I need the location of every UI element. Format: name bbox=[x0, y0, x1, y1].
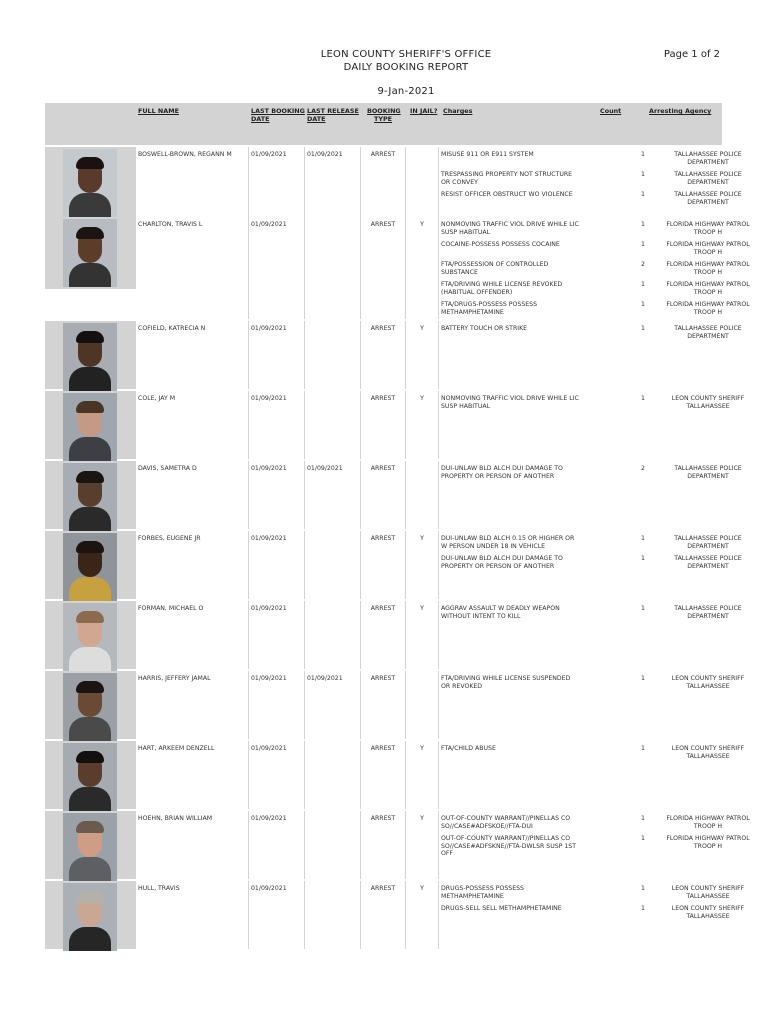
table-row bbox=[45, 147, 742, 217]
table-row bbox=[45, 461, 742, 529]
arresting-agency: FLORIDA HIGHWAY PATROL TROOP H bbox=[666, 221, 750, 236]
charge-description: NONMOVING TRAFFIC VIOL DRIVE WHILE LIC SUSP HABITUAL bbox=[441, 395, 579, 410]
charge-count: 1 bbox=[641, 675, 645, 682]
photo-hair bbox=[76, 681, 104, 693]
report-date: 9-Jan-2021 bbox=[377, 86, 435, 97]
charge-description: FTA/POSSESSION OF CONTROLLED SUBSTANCE bbox=[441, 261, 549, 276]
release-cell bbox=[305, 531, 360, 599]
type-cell: ARREST bbox=[361, 741, 405, 809]
name-cell: HART, ARKEEM DENZELL bbox=[136, 741, 248, 809]
charge-description: TRESPASSING PROPERTY NOT STRUCTURE OR CONVEY bbox=[441, 171, 573, 186]
col-in-jail: IN JAIL? bbox=[410, 107, 438, 115]
table-row bbox=[45, 321, 742, 389]
charge-description: OUT-OF-COUNTY WARRANT//PINELLAS CO SO//CASE#ADFSKNE//FTA-DWLSR SUSP 1ST OFF bbox=[441, 835, 577, 858]
release-cell bbox=[305, 811, 360, 879]
charges-cell bbox=[439, 601, 742, 669]
arresting-agency: TALLAHASSEE POLICE DEPARTMENT bbox=[674, 465, 742, 480]
jail-cell bbox=[406, 147, 438, 217]
release-cell bbox=[305, 741, 360, 809]
jail-cell bbox=[406, 671, 438, 739]
photo-cell bbox=[45, 391, 136, 459]
table-row bbox=[45, 671, 745, 739]
charges-cell bbox=[439, 321, 742, 389]
photo-shoulders bbox=[69, 193, 111, 217]
charge-count: 1 bbox=[641, 171, 645, 178]
arresting-agency: TALLAHASSEE POLICE DEPARTMENT bbox=[674, 325, 742, 340]
jail-cell: Y bbox=[406, 391, 438, 459]
mugshot-photo bbox=[63, 883, 117, 951]
charges-cell bbox=[439, 147, 742, 217]
photo-cell bbox=[45, 811, 136, 879]
booking-cell: 01/09/2021 bbox=[249, 321, 304, 389]
mugshot-photo bbox=[63, 149, 117, 217]
charge-description: FTA/CHILD ABUSE bbox=[441, 745, 496, 752]
table-row bbox=[45, 811, 750, 879]
photo-shoulders bbox=[69, 857, 111, 881]
name-cell: FORBES, EUGENE JR bbox=[136, 531, 248, 599]
col-count: Count bbox=[600, 107, 622, 115]
booking-cell: 01/09/2021 bbox=[249, 811, 304, 879]
mugshot-photo bbox=[63, 673, 117, 741]
booking-cell: 01/09/2021 bbox=[249, 881, 304, 949]
photo-shoulders bbox=[69, 787, 111, 811]
name-cell: HOEHN, BRIAN WILLIAM bbox=[136, 811, 248, 879]
table-row bbox=[45, 531, 742, 599]
type-cell: ARREST bbox=[361, 531, 405, 599]
name-cell: HULL, TRAVIS bbox=[136, 881, 248, 949]
photo-hair bbox=[76, 821, 104, 833]
photo-blank-area bbox=[45, 289, 136, 319]
mugshot-photo bbox=[63, 813, 117, 881]
table-header bbox=[45, 103, 722, 145]
arresting-agency: FLORIDA HIGHWAY PATROL TROOP H bbox=[666, 241, 750, 256]
col-booking-type bbox=[367, 107, 399, 123]
mugshot-photo bbox=[63, 219, 117, 287]
charge-count: 1 bbox=[641, 815, 645, 822]
charge-description: OUT-OF-COUNTY WARRANT//PINELLAS CO SO//CASE#ADFSKOE//FTA-DUI bbox=[441, 815, 571, 830]
charge-count: 1 bbox=[641, 395, 645, 402]
photo-hair bbox=[76, 331, 104, 343]
name-cell: COLE, JAY M bbox=[136, 391, 248, 459]
jail-cell: Y bbox=[406, 811, 438, 879]
photo-cell bbox=[45, 671, 136, 739]
booking-cell: 01/09/2021 bbox=[249, 531, 304, 599]
arresting-agency: FLORIDA HIGHWAY PATROL TROOP H bbox=[666, 301, 750, 316]
release-cell bbox=[305, 881, 360, 949]
photo-shoulders bbox=[69, 647, 111, 671]
type-cell: ARREST bbox=[361, 671, 405, 739]
charge-count: 1 bbox=[641, 191, 645, 198]
photo-shoulders bbox=[69, 507, 111, 531]
booking-cell: 01/09/2021 bbox=[249, 217, 304, 319]
charges-cell bbox=[439, 531, 742, 599]
charge-count: 1 bbox=[641, 835, 645, 842]
col-charges: Charges bbox=[443, 107, 473, 115]
charge-description: DRUGS-POSSESS POSSESS METHAMPHETAMINE bbox=[441, 885, 524, 900]
charge-description: DUI-UNLAW BLD ALCH DUI DAMAGE TO PROPERTY OR PERSON OF ANOTHER bbox=[441, 555, 563, 570]
arresting-agency: TALLAHASSEE POLICE DEPARTMENT bbox=[674, 555, 742, 570]
arresting-agency: FLORIDA HIGHWAY PATROL TROOP H bbox=[666, 835, 750, 850]
charge-count: 1 bbox=[641, 221, 645, 228]
charge-count: 1 bbox=[641, 325, 645, 332]
jail-cell: Y bbox=[406, 217, 438, 319]
charge-description: FTA/DRUGS-POSSESS POSSESS METHAMPHETAMINE bbox=[441, 301, 538, 316]
charge-count: 1 bbox=[641, 535, 645, 542]
arresting-agency: LEON COUNTY SHERIFF TALLAHASSEE bbox=[671, 905, 745, 920]
name-cell: DAVIS, SAMETRA D bbox=[136, 461, 248, 529]
photo-shoulders bbox=[69, 927, 111, 951]
arresting-agency: FLORIDA HIGHWAY PATROL TROOP H bbox=[666, 815, 750, 830]
photo-hair bbox=[76, 751, 104, 763]
photo-cell bbox=[45, 461, 136, 529]
photo-cell bbox=[45, 881, 136, 949]
arresting-agency: LEON COUNTY SHERIFF TALLAHASSEE bbox=[671, 675, 745, 690]
charge-count: 1 bbox=[641, 281, 645, 288]
photo-cell bbox=[45, 741, 136, 809]
photo-shoulders bbox=[69, 577, 111, 601]
charge-count: 2 bbox=[641, 261, 645, 268]
charge-description: NONMOVING TRAFFIC VIOL DRIVE WHILE LIC SUSP HABITUAL bbox=[441, 221, 579, 236]
photo-hair bbox=[76, 471, 104, 483]
photo-cell bbox=[45, 147, 136, 217]
charges-cell bbox=[439, 391, 745, 459]
type-cell: ARREST bbox=[361, 601, 405, 669]
arresting-agency: TALLAHASSEE POLICE DEPARTMENT bbox=[674, 605, 742, 620]
type-cell: ARREST bbox=[361, 811, 405, 879]
report-title: DAILY BOOKING REPORT bbox=[343, 62, 469, 73]
arresting-agency: TALLAHASSEE POLICE DEPARTMENT bbox=[674, 171, 742, 186]
arresting-agency: TALLAHASSEE POLICE DEPARTMENT bbox=[674, 151, 742, 166]
release-cell bbox=[305, 391, 360, 459]
mugshot-photo bbox=[63, 463, 117, 531]
col-booking-type-l1: BOOKING bbox=[367, 107, 401, 115]
charge-count: 1 bbox=[641, 605, 645, 612]
photo-cell bbox=[45, 217, 136, 319]
booking-cell: 01/09/2021 bbox=[249, 671, 304, 739]
name-cell: FORMAN, MICHAEL O bbox=[136, 601, 248, 669]
photo-cell bbox=[45, 321, 136, 389]
type-cell: ARREST bbox=[361, 321, 405, 389]
name-cell: HARRIS, JEFFERY JAMAL bbox=[136, 671, 248, 739]
photo-shoulders bbox=[69, 437, 111, 461]
photo-hair bbox=[76, 227, 104, 239]
jail-cell: Y bbox=[406, 601, 438, 669]
name-cell: BOSWELL-BROWN, REGANN M bbox=[136, 147, 248, 217]
charge-description: MISUSE 911 OR E911 SYSTEM bbox=[441, 151, 534, 158]
booking-cell: 01/09/2021 bbox=[249, 461, 304, 529]
report-agency-title: LEON COUNTY SHERIFF'S OFFICE bbox=[320, 49, 492, 60]
charge-count: 2 bbox=[641, 465, 645, 472]
charges-cell bbox=[439, 881, 745, 949]
charge-count: 1 bbox=[641, 745, 645, 752]
type-cell: ARREST bbox=[361, 147, 405, 217]
photo-cell bbox=[45, 531, 136, 599]
mugshot-photo bbox=[63, 743, 117, 811]
release-cell bbox=[305, 321, 360, 389]
charge-description: AGGRAV ASSAULT W DEADLY WEAPON WITHOUT INTENT TO KILL bbox=[441, 605, 560, 620]
table-row bbox=[45, 391, 745, 459]
charge-description: DUI-UNLAW BLD ALCH DUI DAMAGE TO PROPERTY OR PERSON OF ANOTHER bbox=[441, 465, 563, 480]
release-cell bbox=[305, 601, 360, 669]
release-cell: 01/09/2021 bbox=[305, 147, 360, 217]
photo-hair bbox=[76, 401, 104, 413]
charges-cell bbox=[439, 461, 742, 529]
page-number: Page 1 of 2 bbox=[663, 49, 720, 60]
release-cell: 01/09/2021 bbox=[305, 671, 360, 739]
type-cell: ARREST bbox=[361, 881, 405, 949]
photo-hair bbox=[76, 891, 104, 903]
charge-description: FTA/DRIVING WHILE LICENSE SUSPENDED OR REVOKED bbox=[441, 675, 571, 690]
booking-cell: 01/09/2021 bbox=[249, 601, 304, 669]
charge-count: 1 bbox=[641, 151, 645, 158]
col-booking-type-l2: TYPE bbox=[373, 115, 393, 123]
col-last-booking bbox=[251, 107, 305, 123]
type-cell: ARREST bbox=[361, 391, 405, 459]
charge-count: 1 bbox=[641, 905, 645, 912]
jail-cell: Y bbox=[406, 881, 438, 949]
arresting-agency: TALLAHASSEE POLICE DEPARTMENT bbox=[674, 535, 742, 550]
photo-shoulders bbox=[69, 263, 111, 287]
charges-cell bbox=[439, 811, 750, 879]
col-last-booking-l2: DATE bbox=[251, 115, 270, 123]
charge-count: 1 bbox=[641, 885, 645, 892]
charge-description: COCAINE-POSSESS POSSESS COCAINE bbox=[441, 241, 560, 248]
arresting-agency: FLORIDA HIGHWAY PATROL TROOP H bbox=[666, 281, 750, 296]
photo-cell bbox=[45, 601, 136, 669]
col-full-name: FULL NAME bbox=[138, 107, 179, 115]
mugshot-photo bbox=[63, 533, 117, 601]
table-row bbox=[45, 217, 750, 319]
booking-cell: 01/09/2021 bbox=[249, 741, 304, 809]
charge-description: BATTERY TOUCH OR STRIKE bbox=[441, 325, 528, 332]
jail-cell: Y bbox=[406, 531, 438, 599]
charges-cell bbox=[439, 217, 750, 319]
charge-description: DRUGS-SELL SELL METHAMPHETAMINE bbox=[441, 905, 562, 912]
photo-shoulders bbox=[69, 367, 111, 391]
mugshot-photo bbox=[63, 603, 117, 671]
booking-cell: 01/09/2021 bbox=[249, 147, 304, 217]
charge-count: 1 bbox=[641, 241, 645, 248]
photo-hair bbox=[76, 157, 104, 169]
col-last-release-l2: DATE bbox=[307, 115, 326, 123]
charge-description: FTA/DRIVING WHILE LICENSE REVOKED (HABITUAL OFFENDER) bbox=[441, 281, 563, 296]
arresting-agency: FLORIDA HIGHWAY PATROL TROOP H bbox=[666, 261, 750, 276]
type-cell: ARREST bbox=[361, 217, 405, 319]
photo-shoulders bbox=[69, 717, 111, 741]
arresting-agency: LEON COUNTY SHERIFF TALLAHASSEE bbox=[671, 745, 745, 760]
charge-count: 1 bbox=[641, 555, 645, 562]
charges-cell bbox=[439, 671, 745, 739]
name-cell: CHARLTON, TRAVIS L bbox=[136, 217, 248, 319]
col-last-release-l1: LAST RELEASE bbox=[307, 107, 359, 115]
type-cell: ARREST bbox=[361, 461, 405, 529]
col-agency: Arresting Agency bbox=[649, 107, 712, 115]
jail-cell: Y bbox=[406, 741, 438, 809]
arresting-agency: LEON COUNTY SHERIFF TALLAHASSEE bbox=[671, 885, 745, 900]
charges-cell bbox=[439, 741, 745, 809]
charge-description: DUI-UNLAW BLD ALCH 0.15 OR HIGHER OR W PERSON UNDER 18 IN VEHICLE bbox=[441, 535, 575, 550]
charge-description: RESIST OFFICER OBSTRUCT WO VIOLENCE bbox=[441, 191, 573, 198]
name-cell: COFIELD, KATRECIA N bbox=[136, 321, 248, 389]
photo-hair bbox=[76, 611, 104, 623]
charge-count: 1 bbox=[641, 301, 645, 308]
mugshot-photo bbox=[63, 323, 117, 391]
col-last-release bbox=[307, 107, 359, 123]
booking-cell: 01/09/2021 bbox=[249, 391, 304, 459]
col-last-booking-l1: LAST BOOKING bbox=[251, 107, 305, 115]
arresting-agency: TALLAHASSEE POLICE DEPARTMENT bbox=[674, 191, 742, 206]
jail-cell: Y bbox=[406, 321, 438, 389]
jail-cell bbox=[406, 461, 438, 529]
release-cell: 01/09/2021 bbox=[305, 461, 360, 529]
table-row bbox=[45, 601, 742, 669]
mugshot-photo bbox=[63, 393, 117, 461]
arresting-agency: LEON COUNTY SHERIFF TALLAHASSEE bbox=[671, 395, 745, 410]
table-row bbox=[45, 741, 745, 809]
table-row bbox=[45, 881, 745, 949]
photo-hair bbox=[76, 541, 104, 553]
release-cell bbox=[305, 217, 360, 319]
